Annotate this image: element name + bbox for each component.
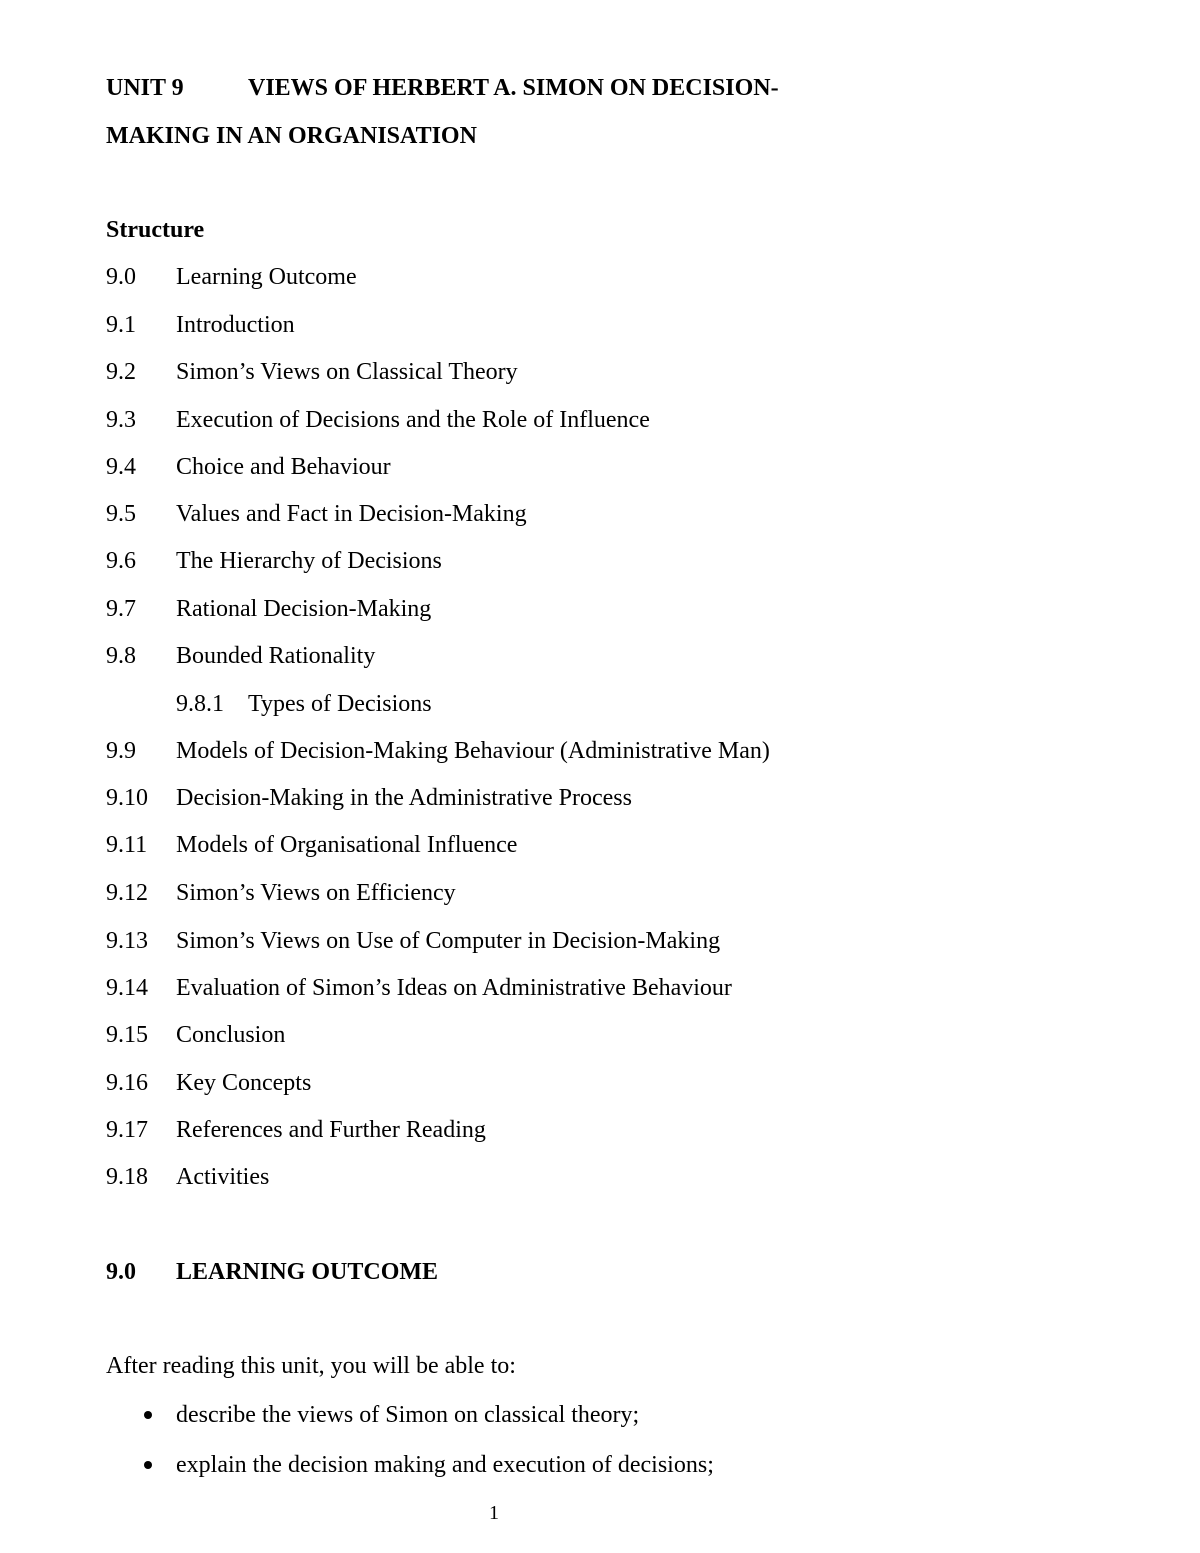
bullet-icon bbox=[144, 1411, 152, 1419]
structure-item-number: 9.2 bbox=[106, 359, 136, 385]
structure-item-text: Values and Fact in Decision-Making bbox=[176, 501, 527, 527]
structure-item-number: 9.5 bbox=[106, 501, 136, 527]
structure-item-text: Activities bbox=[176, 1164, 270, 1190]
structure-item-text: References and Further Reading bbox=[176, 1117, 486, 1143]
structure-item-number: 9.14 bbox=[106, 975, 148, 1001]
structure-subitem-number: 9.8.1 bbox=[176, 691, 224, 717]
structure-item-text: Evaluation of Simon’s Ideas on Administrative Behaviour bbox=[176, 975, 732, 1001]
structure-item-text: Simon’s Views on Classical Theory bbox=[176, 359, 518, 385]
structure-item-number: 9.15 bbox=[106, 1022, 148, 1048]
unit-label: UNIT 9 bbox=[106, 75, 184, 101]
page-number: 1 bbox=[489, 1502, 499, 1524]
structure-item-number: 9.8 bbox=[106, 643, 136, 669]
structure-item-number: 9.1 bbox=[106, 312, 136, 338]
section-heading: LEARNING OUTCOME bbox=[176, 1259, 439, 1285]
structure-item-text: Key Concepts bbox=[176, 1070, 312, 1096]
structure-item-number: 9.16 bbox=[106, 1070, 148, 1096]
unit-title-line2: MAKING IN AN ORGANISATION bbox=[106, 123, 477, 149]
structure-item-text: Decision-Making in the Administrative Process bbox=[176, 785, 632, 811]
structure-item-number: 9.18 bbox=[106, 1164, 148, 1190]
structure-item-number: 9.9 bbox=[106, 738, 136, 764]
structure-item-text: Conclusion bbox=[176, 1022, 286, 1048]
structure-item-number: 9.7 bbox=[106, 596, 136, 622]
structure-item-text: Models of Decision-Making Behaviour (Administrative Man) bbox=[176, 738, 770, 764]
structure-item-text: Simon’s Views on Use of Computer in Decision-Making bbox=[176, 928, 721, 954]
structure-item-text: Learning Outcome bbox=[176, 264, 357, 290]
structure-heading: Structure bbox=[106, 217, 205, 243]
structure-item-text: Introduction bbox=[176, 312, 295, 338]
structure-item-number: 9.4 bbox=[106, 454, 136, 480]
structure-item-number: 9.12 bbox=[106, 880, 148, 906]
section-intro: After reading this unit, you will be able to: bbox=[106, 1353, 516, 1379]
structure-item-text: Choice and Behaviour bbox=[176, 454, 391, 480]
structure-item-number: 9.0 bbox=[106, 264, 136, 290]
unit-title-line1: VIEWS OF HERBERT A. SIMON ON DECISION- bbox=[248, 75, 779, 101]
structure-item-text: Simon’s Views on Efficiency bbox=[176, 880, 456, 906]
structure-item-number: 9.17 bbox=[106, 1117, 148, 1143]
structure-item-text: Rational Decision-Making bbox=[176, 596, 432, 622]
structure-item-text: Execution of Decisions and the Role of Influence bbox=[176, 407, 650, 433]
structure-item-text: Models of Organisational Influence bbox=[176, 832, 518, 858]
structure-item-number: 9.3 bbox=[106, 407, 136, 433]
structure-item-number: 9.11 bbox=[106, 832, 148, 858]
structure-item-number: 9.13 bbox=[106, 928, 148, 954]
structure-item-number: 9.6 bbox=[106, 548, 136, 574]
structure-item-number: 9.10 bbox=[106, 785, 148, 811]
structure-item-text: Bounded Rationality bbox=[176, 643, 376, 669]
section-number: 9.0 bbox=[106, 1259, 136, 1285]
structure-item-text: The Hierarchy of Decisions bbox=[176, 548, 442, 574]
list-item-text: describe the views of Simon on classical theory; bbox=[176, 1402, 640, 1428]
list-item-text: explain the decision making and execution of decisions; bbox=[176, 1452, 714, 1478]
structure-subitem-text: Types of Decisions bbox=[248, 691, 432, 717]
bullet-icon bbox=[144, 1461, 152, 1469]
